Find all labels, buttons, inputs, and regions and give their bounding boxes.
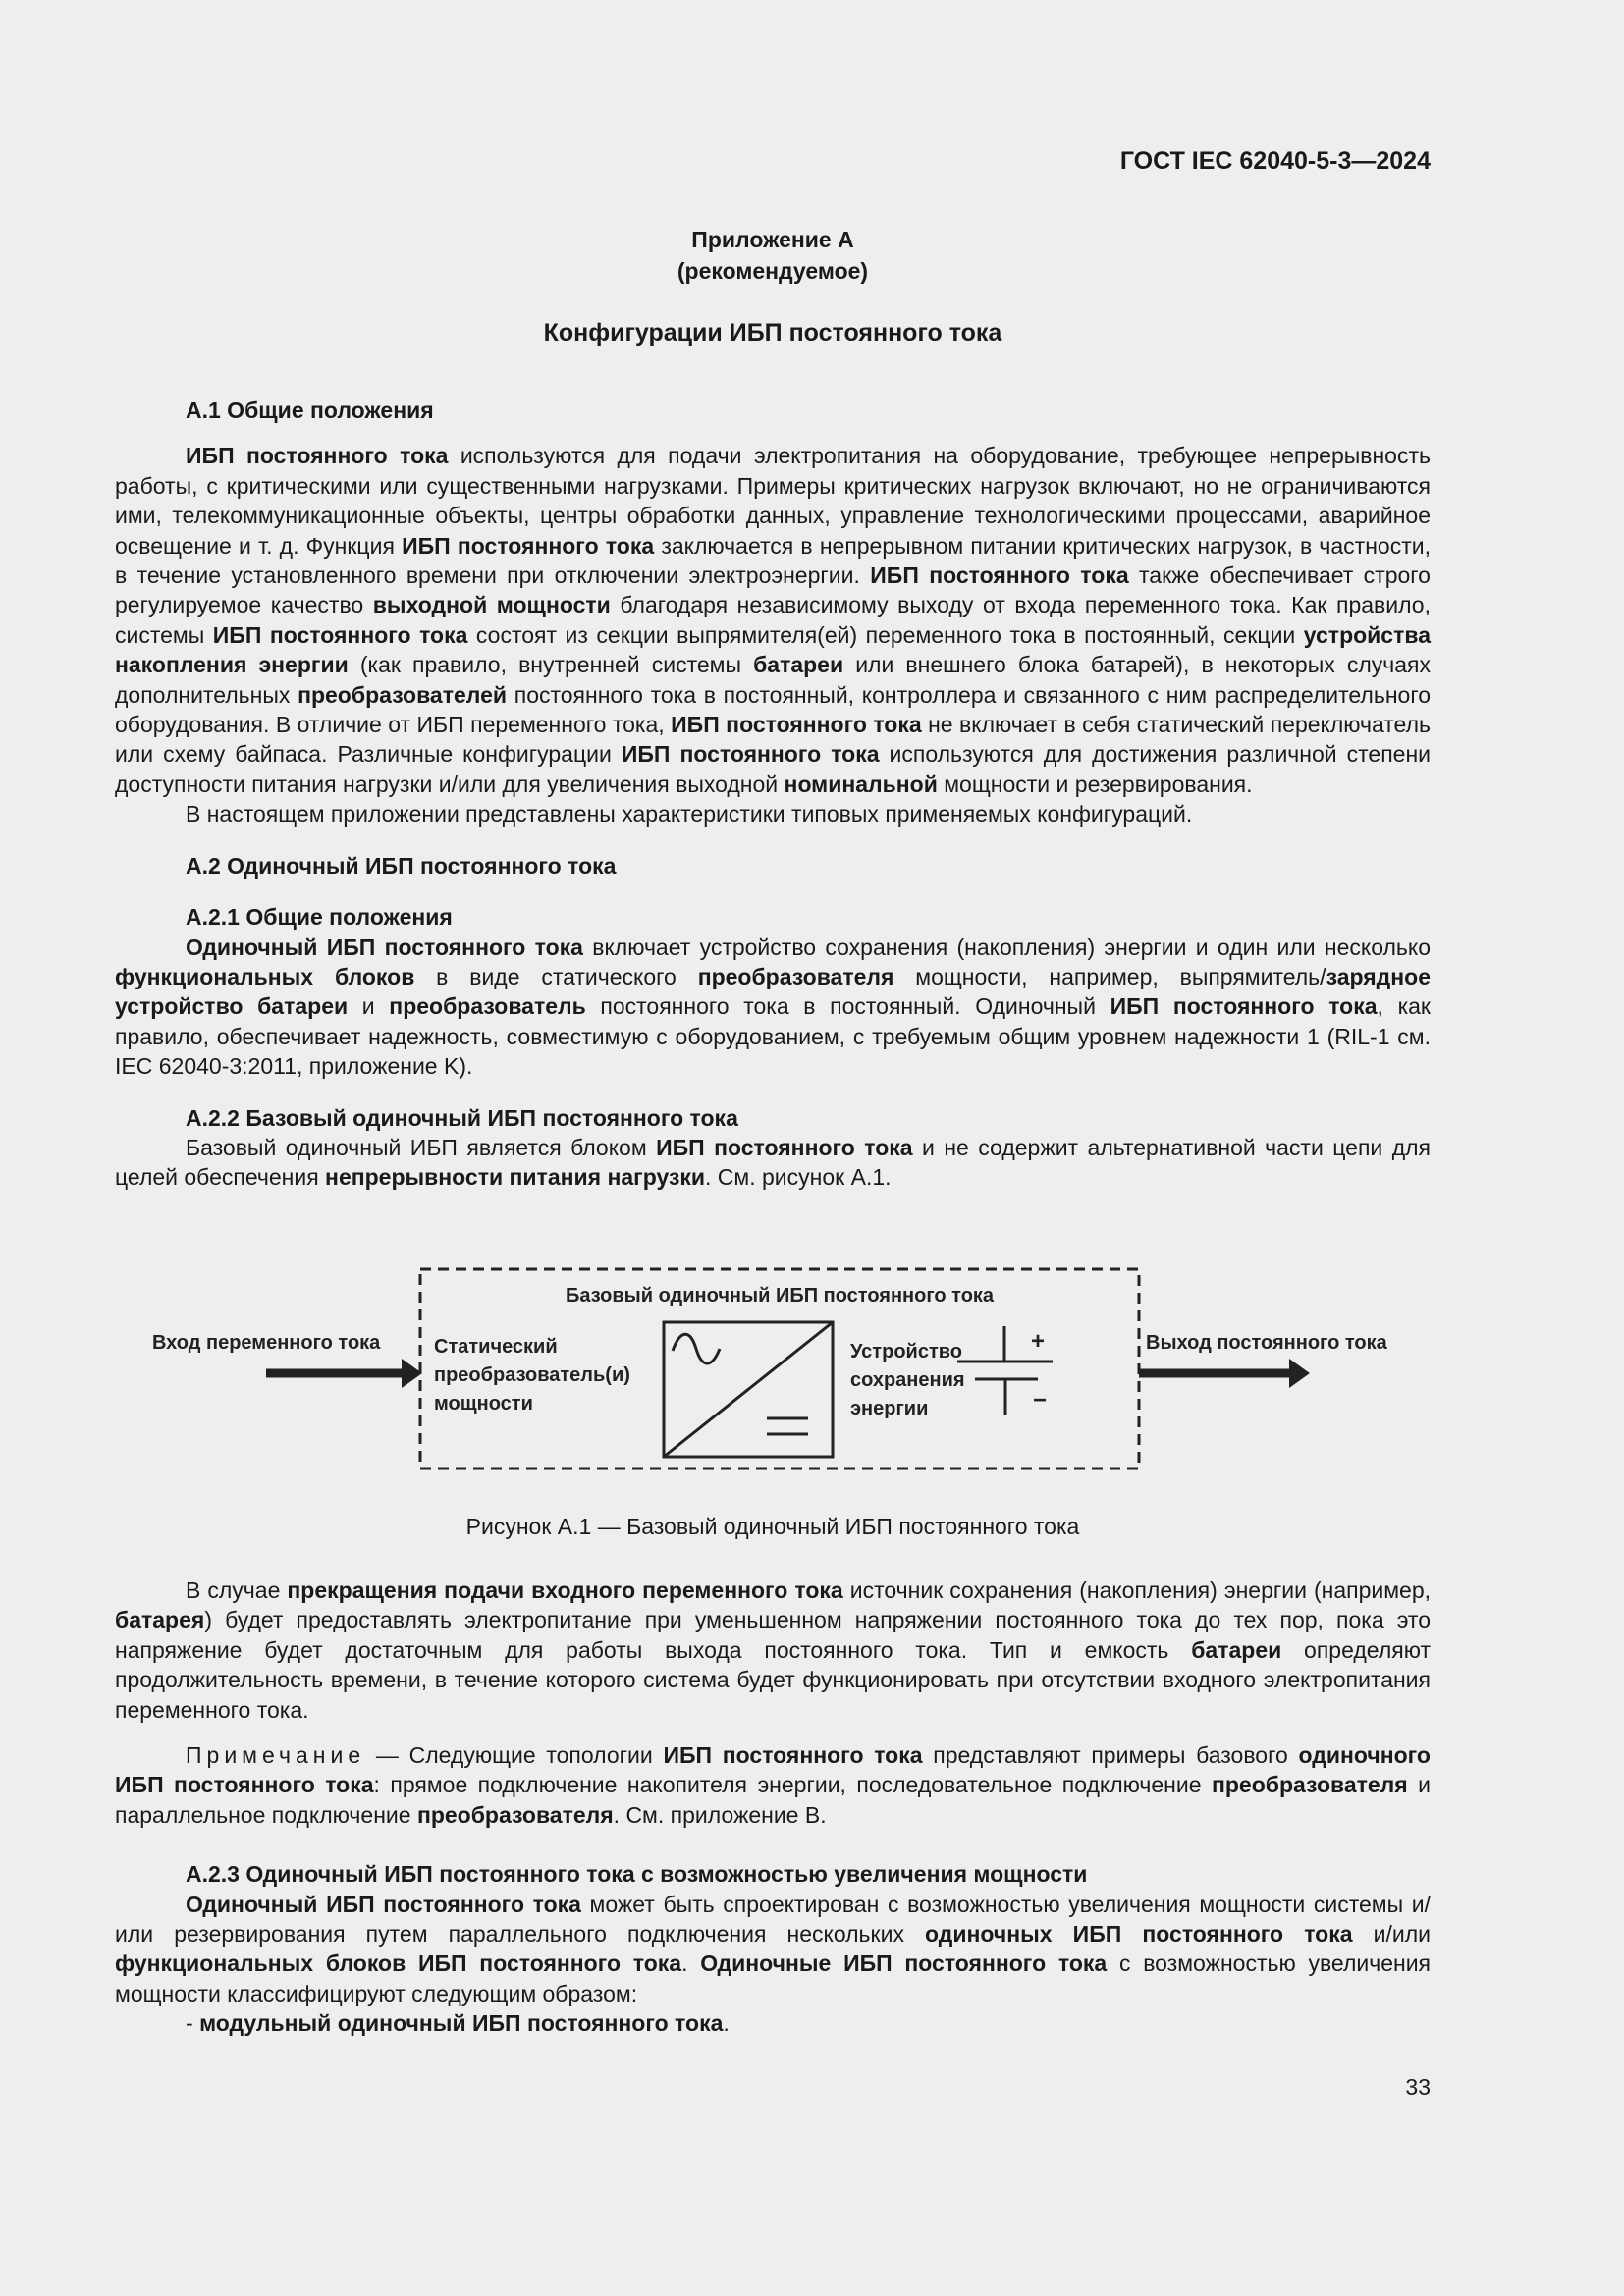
text-run: .	[723, 2010, 730, 2037]
text-run: ) будет предоставлять электропитание при уменьшенном напряжении постоянного тока до тех пор, пока это напряжение будет достаточным для работы выхода постоянного тока. Тип и емкость	[115, 1607, 1431, 1663]
bold-term: Одиночный ИБП постоянного тока	[186, 934, 583, 960]
figure-caption: Рисунок А.1 — Базовый одиночный ИБП постоянного тока	[465, 1514, 1080, 1539]
text-run: в виде статического	[414, 963, 698, 989]
text-block-lower	[115, 1575, 1431, 2039]
bold-term: ИБП постоянного тока	[212, 621, 468, 648]
bold-term: Одиночный ИБП постоянного тока	[186, 1891, 581, 1917]
standard-designation: ГОСТ IEC 62040-5-3—2024	[1119, 147, 1431, 175]
text-run: определяют продолжительность времени, в течение которого система будет функционировать при отсутствии входного электропитания переменного тока.	[115, 1636, 1431, 1723]
text-run: и не содержит альтернативной части цепи для целей обеспечения	[115, 1134, 1431, 1191]
bold-term: непрерывности питания нагрузки	[325, 1164, 706, 1191]
bold-term: батареи	[753, 652, 844, 678]
storage-label: Устройство сохранения энергии	[850, 1341, 965, 1419]
output-arrow-head	[1289, 1359, 1310, 1388]
text-run: источник сохранения (накопления) энергии (например,	[842, 1577, 1432, 1603]
bold-term: ИБП постоянного тока	[402, 532, 655, 559]
bold-term: Одиночные ИБП постоянного тока	[700, 1950, 1108, 1977]
text-run: или внешнего блока батарей), в некоторых случаях дополнительных	[115, 652, 1431, 708]
paragraph-after-figure	[115, 1575, 1431, 1725]
text-run: постоянного тока в постоянный. Одиночный	[585, 993, 1110, 1020]
bold-term: ИБП постоянного тока	[186, 443, 449, 469]
heading-a23: А.2.3 Одиночный ИБП постоянного тока с возможностью увеличения мощности	[186, 1861, 1088, 1888]
text-run: Базовый одиночный ИБП является блоком	[186, 1134, 657, 1160]
bold-term: номинальной	[784, 771, 938, 797]
appendix-label: Приложение А	[691, 227, 854, 252]
paragraph-a21-1	[115, 933, 1431, 1082]
bold-term: преобразователь	[389, 993, 586, 1020]
bold-term: преобразователей	[298, 681, 508, 708]
text-run: постоянного тока в постоянный, контроллера и связанного с ним распределительного оборудования. В отличие от ИБП переменного тока,	[115, 681, 1431, 738]
bold-term: ИБП постоянного тока	[671, 712, 922, 738]
appendix-status: (рекомендуемое)	[677, 258, 869, 284]
text-run: также обеспечивает строго регулируемое качество	[115, 562, 1431, 618]
bold-term: преобразователя	[416, 1801, 614, 1828]
bold-term: функциональных блоков	[115, 963, 415, 989]
paragraph-a23-1	[115, 1890, 1431, 2009]
heading-a2: А.2 Одиночный ИБП постоянного тока	[186, 852, 617, 879]
text-run: не включает в себя статический переключатель или схему байпаса. Различные конфигурации	[115, 712, 1431, 768]
appendix-title: Конфигурации ИБП постоянного тока	[543, 319, 1002, 347]
text-run: представляют примеры базового	[922, 1742, 1299, 1769]
paragraph-a1-1	[115, 441, 1431, 799]
paragraph-a1-2	[115, 799, 1431, 828]
box-title: Базовый одиночный ИБП постоянного тока	[565, 1285, 995, 1307]
bold-term: батареи	[1191, 1636, 1282, 1663]
figure-a1	[115, 1245, 1431, 1495]
text-run: включает устройство сохранения (накопления) энергии и один или несколько	[582, 934, 1432, 960]
heading-a21: А.2.1 Общие положения	[186, 904, 453, 931]
bold-term: ИБП постоянного тока	[870, 562, 1129, 589]
page-number: 33	[1405, 2074, 1431, 2100]
text-run: -	[186, 2010, 200, 2037]
text-run: : прямое подключение накопителя энергии, последовательное подключение	[373, 1772, 1212, 1798]
figure-a1-diagram	[115, 1245, 1431, 1495]
text-run: используются для достижения различной степени доступности питания нагрузки и/или для увеличения выходной	[115, 741, 1431, 797]
text-run: заключается в непрерывном питании критических нагрузок, в частности, в течение установленного времени при отключении электроэнергии.	[115, 532, 1431, 589]
text-run: и	[348, 993, 390, 1020]
text-run: В настоящем приложении представлены характеристики типовых применяемых конфигураций.	[186, 801, 1193, 828]
battery-minus-sign: −	[1033, 1387, 1048, 1414]
bold-term: модульный одиночный ИБП постоянного тока	[199, 2010, 724, 2037]
text-run: В случае	[186, 1577, 288, 1603]
text-run: мощности и резервирования.	[937, 771, 1253, 797]
bold-term: ИБП постоянного тока	[656, 1134, 913, 1160]
text-run: , как правило, обеспечивает надежность, совместимую с оборудованием, с требуемым общим уровнем надежности 1 (RIL-1 см. IEC 62040-3:2011, приложение K).	[115, 993, 1431, 1080]
text-run: — Следующие топологии	[365, 1742, 664, 1769]
text-block-upper	[115, 396, 1431, 1193]
bold-term: ИБП постоянного тока	[1110, 993, 1378, 1020]
bold-term: устройства накопления энергии	[115, 621, 1431, 678]
text-run: (как правило, внутренней системы	[348, 652, 754, 678]
heading-a1: А.1 Общие положения	[186, 398, 434, 423]
bold-term: батарея	[115, 1607, 205, 1633]
text-run: и параллельное подключение	[115, 1772, 1432, 1828]
bold-term: прекращения подачи входного переменного тока	[287, 1577, 843, 1603]
text-run: .	[681, 1950, 701, 1977]
text-run: состоят из секции выпрямителя(ей) переменного тока в постоянный, секции	[467, 621, 1304, 648]
bold-term: выходной мощности	[372, 592, 611, 618]
bold-term: преобразователя	[1211, 1772, 1408, 1798]
bold-term: преобразователя	[697, 963, 894, 989]
list-item-modular	[115, 2008, 1431, 2038]
appendix-header	[115, 224, 1431, 287]
battery-plus-sign: +	[1031, 1328, 1046, 1355]
text-run: . См. приложение В.	[613, 1801, 827, 1828]
note-paragraph	[115, 1740, 1431, 1830]
note-label: Примечание	[186, 1742, 366, 1769]
heading-a22: А.2.2 Базовый одиночный ИБП постоянного тока	[186, 1104, 738, 1131]
bold-term: зарядное устройство батареи	[115, 963, 1431, 1020]
text-run: может быть спроектирован с возможностью увеличения мощности системы и/или резервирования путем параллельного подключения нескольких	[115, 1891, 1431, 1948]
text-run: мощности, например, выпрямитель/	[893, 963, 1326, 989]
bold-term: ИБП постоянного тока	[621, 741, 880, 768]
paragraph-a22-1	[115, 1133, 1431, 1193]
text-run: используются для подачи электропитания на оборудование, требующее непрерывность работы, с критическими или существенными нагрузками. Примеры критических нагрузок включают, но не ограничиваются ими, телекоммуникационные объекты, центры обработки данных, управление технологическими процессами, аварийное освещение и т. д. Функция	[115, 443, 1431, 559]
output-label: Выход постоянного тока	[1146, 1332, 1387, 1354]
text-run: с возможностью увеличения мощности классифицируют следующим образом:	[115, 1950, 1431, 2006]
converter-diagonal	[664, 1322, 833, 1457]
text-run: благодаря независимому выходу от входа переменного тока. Как правило, системы	[115, 592, 1431, 648]
text-run: . См. рисунок А.1.	[705, 1164, 892, 1191]
input-label: Вход переменного тока	[152, 1332, 381, 1354]
converter-label: Статический преобразователь(и) мощности	[434, 1336, 630, 1415]
bold-term: одиночного ИБП постоянного тока	[115, 1742, 1431, 1798]
text-run: и/или	[1352, 1921, 1431, 1948]
bold-term: ИБП постоянного тока	[663, 1742, 923, 1769]
bold-term: функциональных блоков ИБП постоянного тока	[115, 1950, 682, 1977]
bold-term: одиночных ИБП постоянного тока	[925, 1921, 1353, 1948]
ac-sine-icon	[673, 1334, 720, 1363]
